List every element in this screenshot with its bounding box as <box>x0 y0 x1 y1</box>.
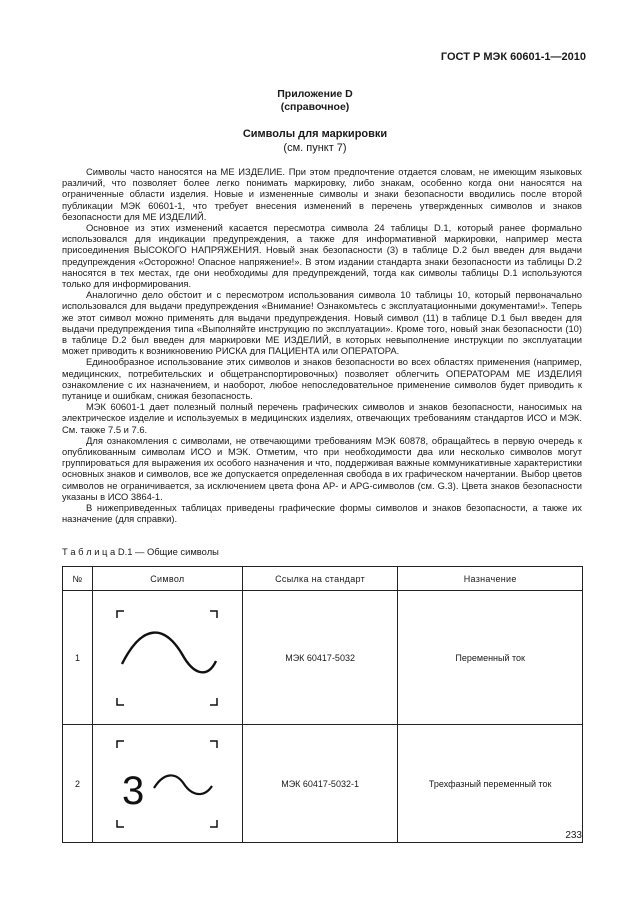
row-meaning: Переменный ток <box>398 591 583 725</box>
body-text <box>62 166 582 525</box>
row-reference: МЭК 60417-5032 <box>242 591 398 725</box>
symbol-digit: 3 <box>122 768 145 813</box>
appendix-title: Приложение D <box>277 88 353 100</box>
row-meaning: Трехфазный переменный ток <box>398 725 583 843</box>
symbols-table <box>62 566 583 843</box>
row-number: 1 <box>63 591 93 725</box>
row-number: 2 <box>63 725 93 843</box>
paragraph: Единообразное использование этих символов и знаков безопасности во всех областях применения (например, медицинских, потребительских и общетранспортировочных) позволяет облегчить ОПЕРАТОРАМ МЕ ИЗДЕЛИЯ ознакомление с их назначением, и наоборот, любое непоследовательное применение символов будет приводить к путанице и ошибкам, снижая безопасность. <box>62 356 582 402</box>
paragraph: В нижеприведенных таблицах приведены графические формы символов и знаков безопасности, а также их назначение (для справки). <box>62 502 582 525</box>
page-number: 233 <box>565 830 582 841</box>
paragraph: Основное из этих изменений касается пересмотра символа 24 таблицы D.1, который ранее формально использовался для индикации предупреждения, а также для информативной маркировки, например места присоединения ВЫСОКОГО НАПРЯЖЕНИЯ. Новый знак безопасности (3) в таблице D.2 был введен для выдачи предупреждения «Осторожно! Опасное напряжение!». В этом издании стандарта знаки безопасности из таблицы D.2 наносятся в тех местах, где они необходимы для предупреждений, тогда как символы таблицы D.1 используются только для информирования. <box>62 222 582 290</box>
paragraph: Символы часто наносятся на МЕ ИЗДЕЛИЕ. При этом предпочтение отдается словам, не имеющим языковых различий, что позволяет более легко понимать маркировку, либо знакам, особенно когда они наносятся на ограниченные области изделия. Новые и измененные символы и знаки безопасности вводились после второй публикации МЭК 60601-1, что требует внесения изменений в перечень утвержденных символов и знаков безопасности для МЕ ИЗДЕЛИЙ. <box>62 166 582 222</box>
section-title: Символы для маркировки <box>242 128 388 140</box>
paragraph: Аналогично дело обстоит и с пересмотром использования символа 10 таблицы 10, который первоначально использовался для выдачи предупреждения «Внимание! Ознакомьтесь с эксплуатационными документами!». Теперь же этот символ можно применять для выдачи предупреждения. Новый символ (11) в таблице D.1 был введен для выдачи предупреждения типа «Выполняйте инструкцию по эксплуатации». Кроме того, новый знак безопасности (10) в таблице D.2 был введен для маркировки МЕ ИЗДЕЛИЙ, в которых невыполнение инструкции по эксплуатации может приводить к возникновению РИСКА для ПАЦИЕНТА или ОПЕРАТОРА. <box>62 289 582 357</box>
standard-header: ГОСТ Р МЭК 60601-1—2010 <box>440 51 586 63</box>
table-row <box>63 591 583 725</box>
table-caption: Т а б л и ц а D.1 — Общие символы <box>62 546 219 557</box>
alternating-current-icon <box>92 591 242 725</box>
paragraph: МЭК 60601-1 дает полезный полный перечень графических символов и знаков безопасности, наносимых на электрическое изделие и используемых в медицинских изделиях, отвечающих требованиям стандартов ИСО и МЭК. См. также 7.5 и 7.6. <box>62 401 582 435</box>
three-phase-ac-icon <box>92 725 242 843</box>
appendix-subtitle: (справочное) <box>280 101 350 113</box>
table-row <box>63 725 583 843</box>
header-reference: Ссылка на стандарт <box>242 567 398 591</box>
header-symbol: Символ <box>92 567 242 591</box>
table-header-row <box>63 567 583 591</box>
header-number: № <box>63 567 93 591</box>
section-reference: (см. пункт 7) <box>283 142 347 154</box>
row-reference: МЭК 60417-5032-1 <box>242 725 398 843</box>
paragraph: Для ознакомления с символами, не отвечающими требованиям МЭК 60878, обращайтесь в первую очередь к опубликованным символам ИСО и МЭК. Отметим, что при необходимости два или несколько символов могут группироваться для выражения их особого назначения и что, поддерживая важные коммуникативные характеристики основных знаков и символов, все же допускается определенная свобода в их графическом начертании. Выбор цветов символов не ограничивается, за исключением цвета фона AP- и APG-символов (см. G.3). Цвета знаков безопасности указаны в ИСО 3864-1. <box>62 434 582 502</box>
header-meaning: Назначение <box>398 567 583 591</box>
